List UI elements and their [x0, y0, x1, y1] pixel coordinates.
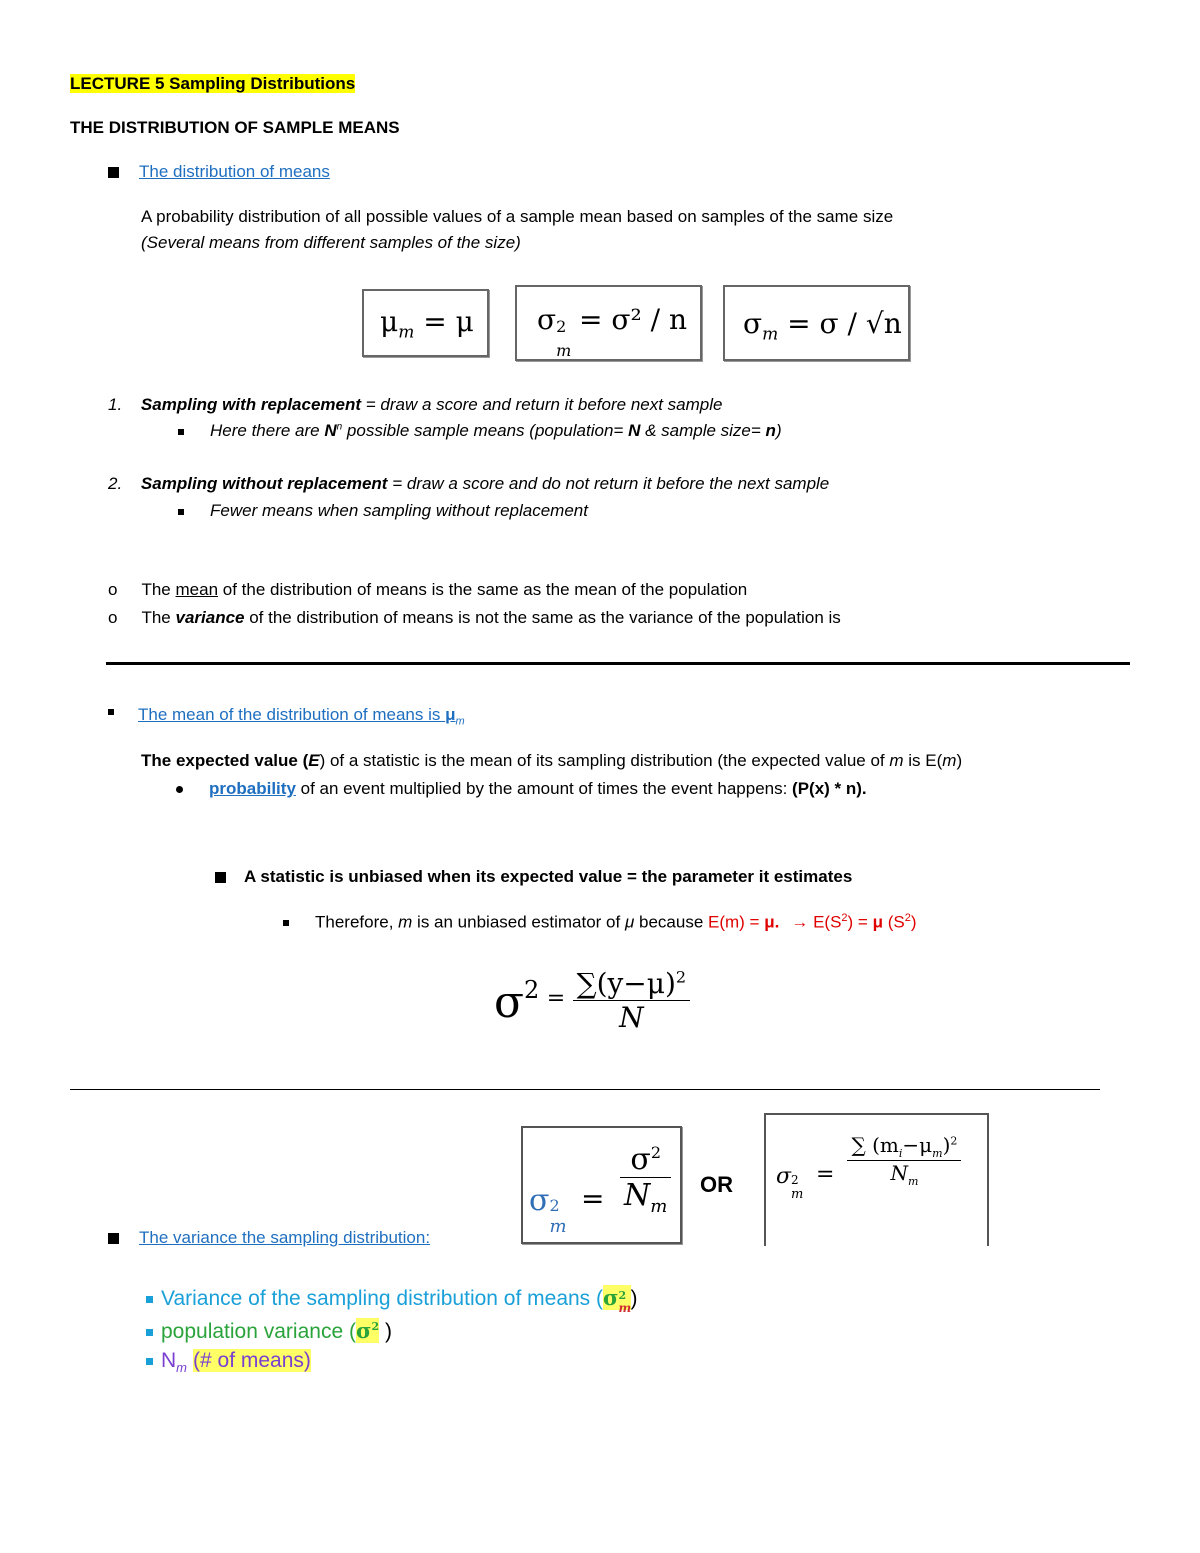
section-title: THE DISTRIBUTION OF SAMPLE MEANS — [70, 118, 400, 137]
legend-item-population-variance: population variance ($\sigma^2$ ) — [146, 1318, 392, 1344]
divider-thin — [70, 1089, 1100, 1090]
unbiased-statement: A statistic is unbiased when its expected value = the parameter it estimates — [215, 867, 852, 887]
expected-value-text: The expected value (E) of a statistic is the mean of its sampling distribution (the expected value of m is E(m) — [141, 751, 963, 770]
lecture-title: LECTURE 5 Sampling Distributions — [70, 74, 356, 93]
dist-means-heading — [108, 162, 330, 182]
or-label: OR — [700, 1172, 733, 1197]
dot-bullet-icon — [176, 786, 183, 793]
square-bullet-icon — [215, 872, 226, 883]
legend-item-sampling-variance: Variance of the sampling distribution of means (σ 2 m ) — [146, 1285, 638, 1311]
square-bullet-icon — [146, 1358, 153, 1365]
formula-box-sampling-variance-alt: σ 2 m = $\frac{\sum (m_i-\mu_m)^2}{N_m}$ — [764, 1113, 989, 1246]
population-variance-formula: $\sigma^2$ = $\frac{\sum(y-\mu)^2}{N}$ — [494, 955, 690, 1024]
circle-bullet-icon: o — [108, 580, 118, 599]
square-bullet-icon — [108, 1233, 119, 1244]
circle-bullet-variance: o The variance of the distribution of means is not the same as the variance of the population is — [108, 608, 841, 627]
probability-line: probability of an event multiplied by the amount of times the event happens: (P(x) * n). — [176, 779, 867, 799]
probability-link[interactable]: probability — [209, 779, 296, 798]
formula-box-sampling-variance: σ 2 m = $\frac{\sigma^2}{N_m}$ — [521, 1126, 682, 1244]
variance-section-link[interactable]: The variance the sampling distribution: — [139, 1228, 431, 1247]
divider-thick — [106, 662, 1130, 665]
arrow-right-icon: → — [791, 912, 809, 932]
dist-means-note: (Several means from different samples of the size) — [141, 233, 521, 252]
square-bullet-icon — [108, 709, 114, 715]
legend-item-number-of-means: $N_m$ (# of means) — [146, 1349, 311, 1375]
numbered-item-2-sub: Fewer means when sampling without replacement — [178, 501, 588, 521]
mean-section-heading — [108, 705, 465, 727]
variance-section-heading — [108, 1228, 430, 1248]
formula-box-mean: $\mu_m = \mu$ — [362, 289, 489, 357]
numbered-item-2: 2. Sampling without replacement = draw a score and do not return it before the next sample — [108, 474, 830, 493]
square-bullet-icon — [146, 1329, 153, 1336]
square-bullet-icon — [178, 429, 184, 435]
square-bullet-icon — [146, 1296, 153, 1303]
square-bullet-icon — [108, 167, 119, 178]
numbered-item-1: 1. Sampling with replacement = draw a score and return it before next sample — [108, 395, 723, 414]
dist-means-definition: A probability distribution of all possible values of a sample mean based on samples of the same size — [141, 207, 894, 226]
numbered-item-1-sub: Here there are $N^n$ possible sample means (population= N & sample size= n) — [178, 421, 782, 441]
formula-box-stddev: $\sigma_m = \sigma / √n$ — [723, 285, 910, 361]
circle-bullet-mean: o The mean of the distribution of means is the same as the mean of the population — [108, 580, 748, 599]
square-bullet-icon — [283, 920, 289, 926]
formula-box-variance: σ 2 m = σ² / n — [515, 285, 702, 361]
therefore-line: Therefore, m is an unbiased estimator of μ because E(m) = μ. → $E(S^2) = \mu$ $(S^2)$ — [283, 912, 917, 933]
dist-means-link[interactable]: The distribution of means — [139, 162, 330, 181]
mean-section-link[interactable]: The mean of the distribution of means is $\mu_m$ — [138, 705, 465, 728]
square-bullet-icon — [178, 509, 184, 515]
circle-bullet-icon: o — [108, 608, 118, 627]
